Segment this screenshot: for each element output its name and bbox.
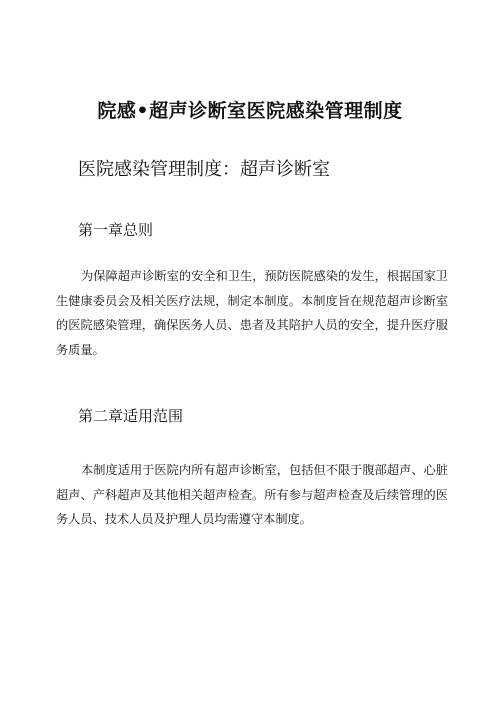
chapter-2-paragraph: 本制度适用于医院内所有超声诊断室，包括但不限于腹部超声、心脏超声、产科超声及其他相关超声检查。所有参与超声检查及后续管理的医务人员、技术人员及护理人员均需遵守本制度。	[56, 463, 448, 526]
chapter-1-heading: 第一章总则	[78, 221, 154, 239]
chapter-1-paragraph: 为保障超声诊断室的安全和卫生，预防医院感染的发生，根据国家卫生健康委员会及相关医疗法规，制定本制度。本制度旨在规范超声诊断室的医院感染管理，确保医务人员、患者及其陪护人员的安全，提升医疗服务质量。	[56, 269, 448, 357]
document-title: 院感•超声诊断室医院感染管理制度	[97, 100, 403, 122]
chapter-2-heading: 第二章适用范围	[78, 407, 184, 425]
document-subtitle: 医院感染管理制度：超声诊断室	[78, 159, 330, 180]
